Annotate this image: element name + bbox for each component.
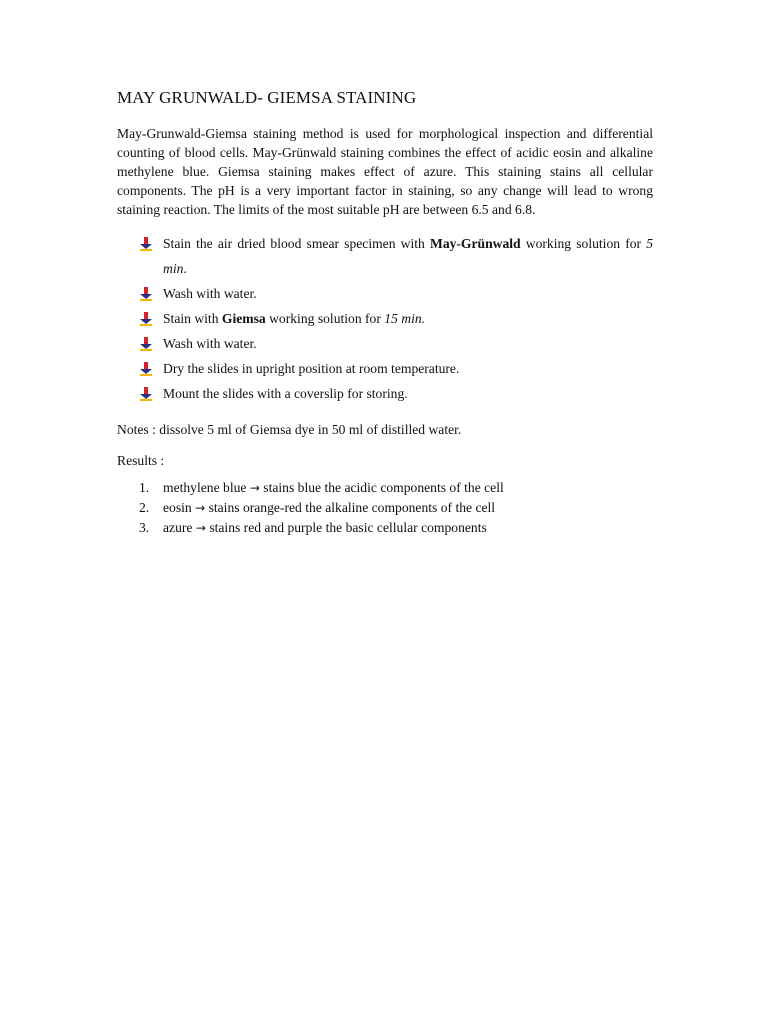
procedure-step — [117, 231, 653, 281]
down-arrow-bullet-icon — [139, 237, 153, 251]
step-duration: 5 min — [163, 236, 654, 276]
document-page — [117, 88, 653, 538]
result-dye: eosin — [163, 500, 192, 515]
procedure-steps — [117, 231, 653, 406]
step-reagent: Giemsa — [221, 311, 266, 326]
step-text: Stain with — [163, 311, 222, 326]
result-description: stains blue the acidic components of the cell — [263, 480, 504, 495]
document-title: MAY GRUNWALD- GIEMSA STAINING — [117, 88, 417, 107]
result-number: 3. — [139, 520, 150, 535]
arrow-icon: → — [195, 501, 206, 515]
step-text: working solution for — [520, 236, 647, 251]
result-item — [117, 518, 653, 538]
procedure-step — [117, 331, 653, 356]
results-list — [117, 478, 653, 538]
arrow-icon: → — [195, 521, 206, 535]
result-dye: methylene blue — [163, 480, 247, 495]
step-text: working solution for — [265, 311, 385, 326]
down-arrow-bullet-icon — [139, 312, 153, 326]
result-description: stains orange-red the alkaline components of the cell — [208, 500, 496, 515]
step-duration: 15 min. — [384, 311, 426, 326]
step-text: . — [183, 261, 187, 276]
down-arrow-bullet-icon — [139, 337, 153, 351]
down-arrow-bullet-icon — [139, 387, 153, 401]
result-dye: azure — [163, 520, 193, 535]
result-description: stains red and purple the basic cellular components — [209, 520, 487, 535]
step-reagent: May-Grünwald — [429, 236, 521, 251]
result-item — [117, 498, 653, 518]
step-text: Dry the slides in upright position at room temperature. — [163, 361, 460, 376]
step-text: Wash with water. — [163, 336, 257, 351]
step-text: Mount the slides with a coverslip for storing. — [163, 386, 408, 401]
procedure-step — [117, 306, 653, 331]
step-text: Stain the air dried blood smear specimen with — [163, 236, 430, 251]
arrow-icon: → — [249, 481, 260, 495]
result-number: 1. — [139, 480, 150, 495]
procedure-step — [117, 281, 653, 306]
procedure-step — [117, 356, 653, 381]
result-number: 2. — [139, 500, 150, 515]
down-arrow-bullet-icon — [139, 362, 153, 376]
results-label: Results : — [117, 453, 165, 468]
intro-paragraph: May-Grunwald-Giemsa staining method is used for morphological inspection and differential counting of blood cells. May-Grünwald staining combines the effect of acidic eosin and alkaline methylene blue. Giemsa staining makes effect of azure. This staining stains all cellular components. The pH is a very important factor in staining, so any change will lead to wrong staining reaction. The limits of the most suitable pH are between 6.5 and 6.8. — [117, 126, 653, 217]
notes-text: Notes : dissolve 5 ml of Giemsa dye in 50 ml of distilled water. — [117, 422, 462, 437]
down-arrow-bullet-icon — [139, 287, 153, 301]
procedure-step — [117, 381, 653, 406]
step-text: Wash with water. — [163, 286, 257, 301]
result-item — [117, 478, 653, 498]
